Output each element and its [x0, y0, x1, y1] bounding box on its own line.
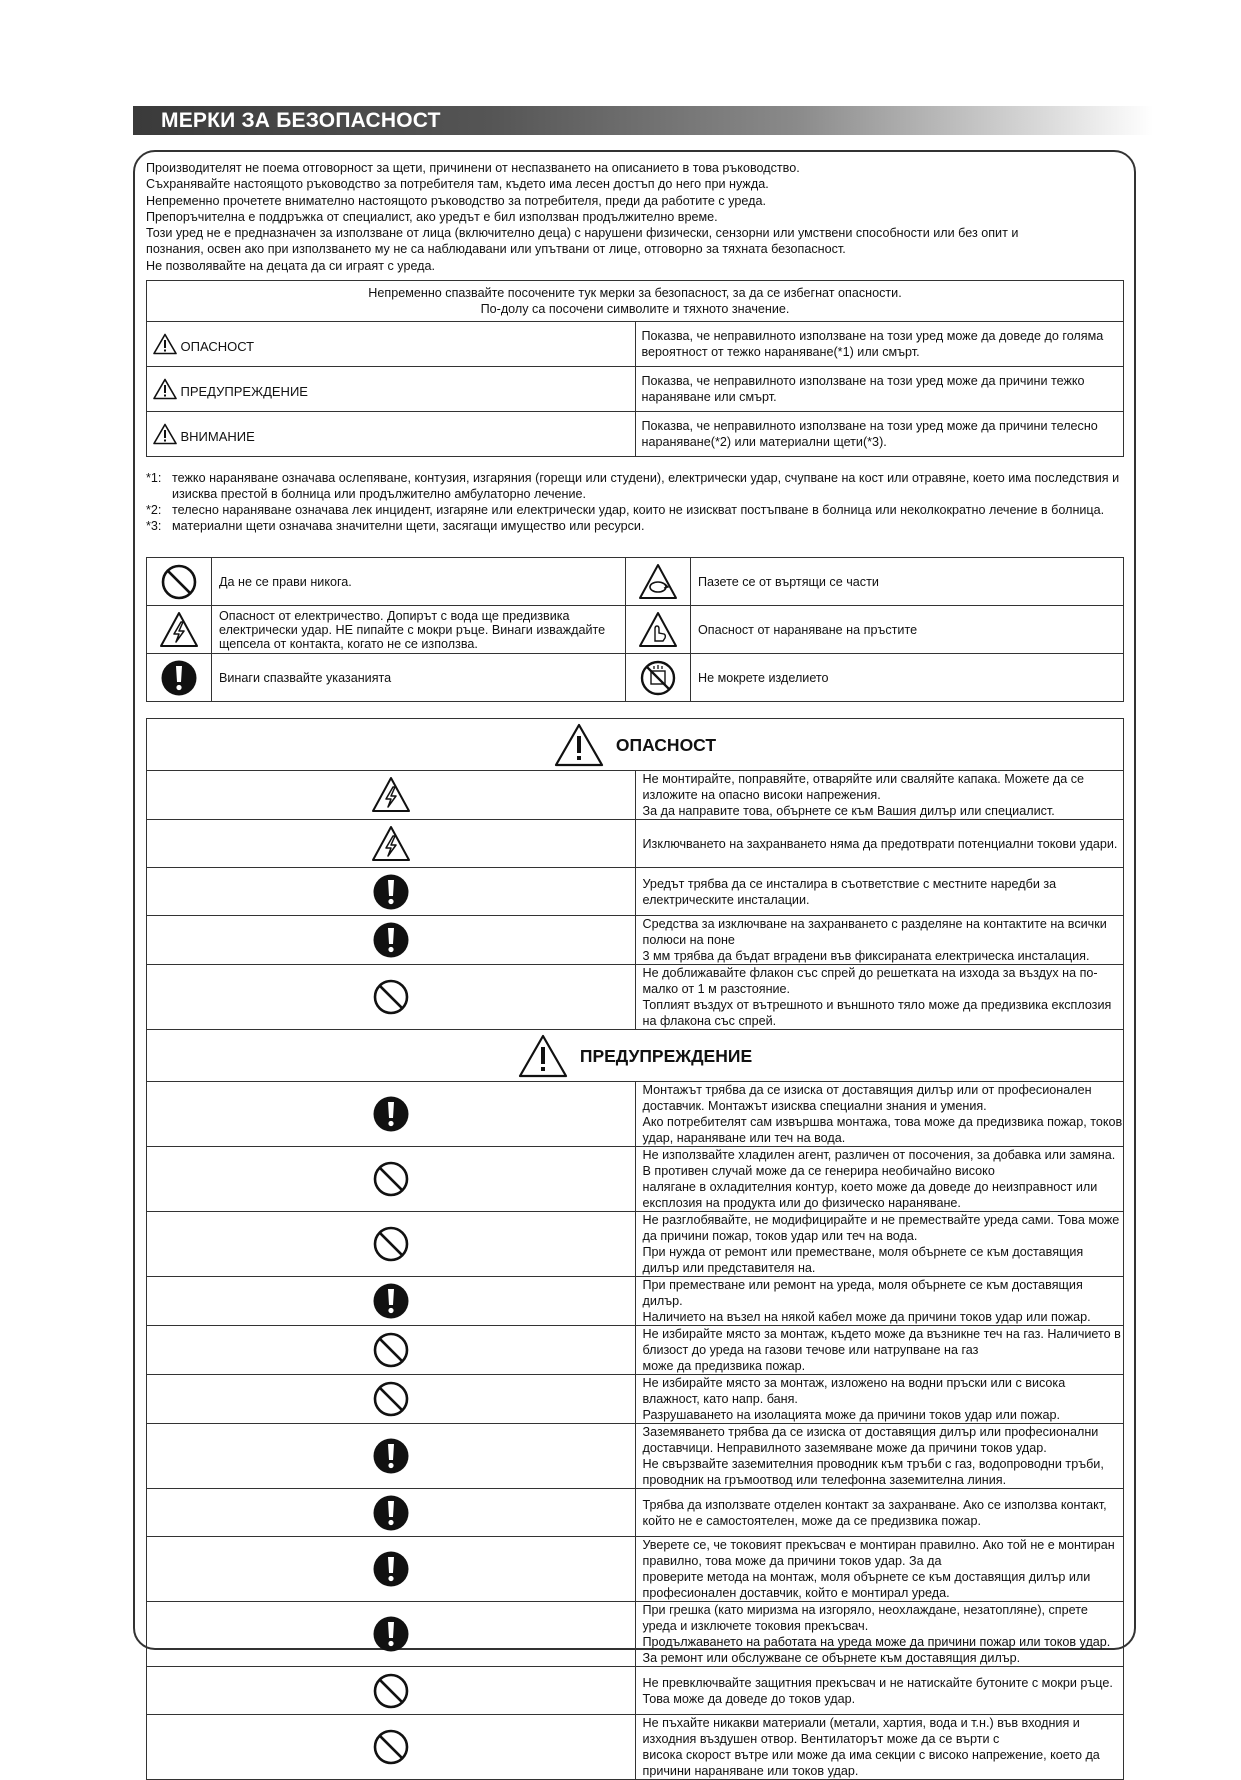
hazard-text-line: налягане в охладителния контур, което може да доведе до неизправност или експлозия на продукта или до физическо нараняване.: [642, 1180, 1098, 1210]
hazard-text-line: Наличието на възел на някой кабел може да причини токов удар или пожар.: [642, 1310, 1091, 1324]
hazard-text-line: Не монтирайте, поправяйте, отваряйте или сваляйте капака. Можете да се изложите на опасно високи напрежения.: [642, 772, 1085, 802]
prohibit-icon: [372, 978, 410, 1016]
intro-line: Този уред не е предназначен за използване от лица (включително деца) с нарушени физически, сензорни или умствени способности или без опит и: [146, 226, 1019, 241]
symbol-icon-cell: [626, 654, 691, 702]
intro-paragraph: [146, 160, 1116, 274]
hazard-row: [147, 1602, 1124, 1667]
hazard-text: [635, 1424, 1124, 1489]
footnote-key: *2:: [146, 503, 162, 517]
legend-label-text: ВНИМАНИЕ: [180, 429, 255, 445]
warning-triangle-icon: [518, 1034, 568, 1078]
symbol-icon-cell: [147, 654, 212, 702]
hazard-text-line: Разрушаването на изолацията може да причини токов удар или пожар.: [642, 1408, 1060, 1422]
hazard-row: [147, 965, 1124, 1030]
mandatory-icon: [160, 659, 198, 697]
footnote: [146, 470, 1121, 502]
hazard-text-line: Изключването на захранването няма да предотврати потенциални токови удари.: [642, 836, 1118, 851]
section-title: ОПАСНОСТ: [615, 734, 717, 755]
hazard-text-line: За да направите това, обърнете се към Вашия дилър или специалист.: [642, 804, 1055, 818]
footnote: [146, 518, 1121, 534]
mandatory-icon: [372, 1615, 410, 1653]
mandatory-icon: [372, 1550, 410, 1588]
hazard-table: [146, 718, 1124, 1780]
prohibit-icon: [160, 563, 198, 601]
hazard-text: [635, 1375, 1124, 1424]
hazard-icon-cell: [147, 965, 636, 1030]
hazard-text-line: Не пъхайте никакви материали (метали, хартия, вода и т.н.) във входния и изходния въздушен отвор. Вентилаторът може да се върти с: [642, 1716, 1080, 1746]
hazard-text: [635, 820, 1124, 868]
mandatory-icon: [372, 921, 410, 959]
hazard-text: [635, 916, 1124, 965]
electric-hazard-icon: [159, 611, 199, 649]
hazard-text-line: Заземяването трябва да се изиска от доставящия дилър или професионални доставчици. Неправилното заземяване може да причини токов удар.: [642, 1425, 1099, 1455]
warning-triangle-icon: [153, 423, 177, 445]
hazard-icon-cell: [147, 1277, 636, 1326]
hazard-text: [635, 1212, 1124, 1277]
hazard-icon-cell: [147, 771, 636, 820]
hazard-text-line: Не избирайте място за монтаж, изложено на водни пръски или с висока влажност, като напр. баня.: [642, 1376, 1066, 1406]
mandatory-icon: [372, 1494, 410, 1532]
hazard-text-line: Продължаването на работата на уреда може да причини пожар или токов удар. За ремонт или обслужване се обърнете към доставящия дилър.: [642, 1635, 1111, 1665]
hazard-row: [147, 868, 1124, 916]
intro-line: Съхранявайте настоящото ръководство за потребителя там, където има лесен достъп до него при нужда.: [146, 177, 769, 192]
hazard-icon-cell: [147, 1424, 636, 1489]
hazard-text-line: Не разглобявайте, не модифицирайте и не премествайте уреда сами. Това може да причини пожар, токов удар или теч на вода.: [642, 1213, 1120, 1243]
hazard-text-line: проверите метода на монтаж, моля обърнете се към доставящия дилър или професионален доставчик, който е монтирал уреда.: [642, 1570, 1091, 1600]
legend-desc: Показва, че неправилното използване на този уред може да причини тежко нараняване или смърт.: [635, 367, 1124, 412]
hazard-text-line: Уредът трябва да се инсталира в съответствие с местните наредби за електрическите инсталации.: [642, 876, 1057, 907]
hazard-text-line: висока скорост вътре или може да има секции с високо напрежение, което да причини нараняване или токов удар.: [642, 1748, 1100, 1778]
legend-label-warning: [147, 367, 636, 412]
hazard-row: [147, 1147, 1124, 1212]
warning-triangle-icon: [153, 378, 177, 400]
hazard-text-line: Уверете се, че токовият прекъсвач е монтиран правилно. Ако той не е монтиран правилно, това може да причини токов удар. За да: [642, 1538, 1115, 1568]
rotating-parts-icon: [638, 563, 678, 601]
warning-triangle-icon: [554, 723, 604, 767]
prohibit-icon: [372, 1160, 410, 1198]
hazard-text: [635, 1489, 1124, 1537]
legend-label-caution: [147, 412, 636, 457]
hazard-text-line: При преместване или ремонт на уреда, моля обърнете се към доставящия дилър.: [642, 1278, 1083, 1308]
mandatory-icon: [372, 1095, 410, 1133]
hazard-text-line: Не избирайте място за монтаж, където може да възникне теч на газ. Наличието в близост до уреда на газови течове или натрупване на газ: [642, 1327, 1121, 1357]
hazard-text-line: Монтажът трябва да се изиска от доставящия дилър или от професионален доставчик. Монтажът изисква специални знания и умения.: [642, 1083, 1092, 1113]
legend-desc: Показва, че неправилното използване на този уред може да доведе до голяма вероятност от тежко нараняване(*1) или смърт.: [635, 322, 1124, 367]
hazard-row: [147, 1082, 1124, 1147]
hazard-text: [635, 868, 1124, 916]
mandatory-icon: [372, 873, 410, 911]
hazard-icon-cell: [147, 1326, 636, 1375]
footnote-text: материални щети означава значителни щети, засягащи имущество или ресурси.: [172, 519, 645, 533]
hazard-text-line: Ако потребителят сам извършва монтажа, това може да предизвика пожар, токов удар, нараняване или теч на вода.: [642, 1115, 1123, 1145]
symbol-legend-table: [146, 280, 1124, 457]
prohibit-icon: [372, 1225, 410, 1263]
hazard-text-line: Топлият въздух от вътрешното и външното тяло може да предизвика експлозия на флакона със спрей.: [642, 998, 1112, 1028]
intro-line: познания, освен ако при използването му не са наблюдавани или упътвани от лице, отговорно за тяхната безопасност.: [146, 242, 846, 257]
hazard-text-line: Не свързвайте заземителния проводник към тръби с газ, водопроводни тръби, проводник на гръмоотвод или телефонна заземителна линия.: [642, 1457, 1104, 1487]
hazard-icon-cell: [147, 820, 636, 868]
hazard-text: [635, 1277, 1124, 1326]
legend-label-danger: [147, 322, 636, 367]
hazard-row: [147, 916, 1124, 965]
hazard-icon-cell: [147, 916, 636, 965]
hazard-text: [635, 1537, 1124, 1602]
footnote-key: *1:: [146, 471, 162, 485]
hazard-text: [635, 1326, 1124, 1375]
hazard-text: [635, 1602, 1124, 1667]
symbol-text: Да не се прави никога.: [212, 558, 626, 606]
hazard-row: [147, 1212, 1124, 1277]
hazard-icon-cell: [147, 1489, 636, 1537]
hazard-text-line: Не превключвайте защитния прекъсвач и не натискайте бутоните с мокри ръце. Това може да доведе до токов удар.: [642, 1675, 1113, 1706]
hazard-row: [147, 1489, 1124, 1537]
prohibit-icon: [372, 1672, 410, 1710]
hazard-row: [147, 1375, 1124, 1424]
mandatory-icon: [372, 1282, 410, 1320]
mandatory-icon: [372, 1437, 410, 1475]
footnote-key: *3:: [146, 519, 162, 533]
hazard-text-line: При грешка (като миризма на изгоряло, неохлаждане, незатопляне), спрете уреда и изключете токовия прекъсвач.: [642, 1603, 1088, 1633]
hazard-row: [147, 820, 1124, 868]
footnote-text: телесно нараняване означава лек инцидент, изгаряне или електрически удар, които не изискват постъпване в болница или неколкократно лечение в болница.: [172, 503, 1105, 517]
footnotes: [146, 470, 1121, 534]
symbol-text: Опасност от нараняване на пръстите: [691, 606, 1124, 654]
legend-label-text: ОПАСНОСТ: [180, 339, 255, 355]
intro-line: Не позволявайте на децата да си играят с уреда.: [146, 258, 436, 273]
electric-hazard-icon: [371, 825, 411, 863]
prohibit-icon: [372, 1380, 410, 1418]
hazard-text-line: Трябва да използвате отделен контакт за захранване. Ако се използва контакт, който не е самостоятелен, може да се предизвика пожар.: [642, 1497, 1107, 1528]
hazard-icon-cell: [147, 1715, 636, 1780]
hazard-icon-cell: [147, 1212, 636, 1277]
hazard-text: [635, 771, 1124, 820]
hazard-row: [147, 1667, 1124, 1715]
hazard-row: [147, 1715, 1124, 1780]
prohibit-icon: [372, 1331, 410, 1369]
hazard-text: [635, 1082, 1124, 1147]
page-title: МЕРКИ ЗА БЕЗОПАСНОСТ: [161, 109, 441, 132]
symbol-text: Не мокрете изделието: [691, 654, 1124, 702]
section-title-cell: [147, 719, 1124, 771]
symbol-text: Опасност от електричество. Допирът с вода ще предизвика електрически удар. НЕ пипайте с мокри ръце. Винаги изваждайте щепсела от контакта, когато не се използва.: [212, 606, 626, 654]
hazard-row: [147, 771, 1124, 820]
symbol-text: Пазете се от въртящи се части: [691, 558, 1124, 606]
danger-section-header: [147, 719, 1124, 771]
intro-line: Препоръчителна е поддръжка от специалист, ако уредът е бил използван продължително време.: [146, 209, 718, 224]
symbol-meaning-table: [146, 557, 1124, 702]
hazard-icon-cell: [147, 1375, 636, 1424]
symbol-icon-cell: [626, 558, 691, 606]
hazard-text: [635, 1667, 1124, 1715]
footnote: [146, 502, 1121, 518]
section-title: ПРЕДУПРЕЖДЕНИЕ: [579, 1045, 753, 1066]
prohibit-icon: [372, 1728, 410, 1766]
hazard-row: [147, 1326, 1124, 1375]
hazard-text-line: При нужда от ремонт или преместване, моля обърнете се към доставящия дилър или представителя на.: [642, 1245, 1084, 1275]
symbol-icon-cell: [147, 606, 212, 654]
warning-section-header: [147, 1030, 1124, 1082]
electric-hazard-icon: [371, 776, 411, 814]
hazard-icon-cell: [147, 1667, 636, 1715]
hazard-row: [147, 1424, 1124, 1489]
hazard-row: [147, 1537, 1124, 1602]
warning-triangle-icon: [153, 333, 177, 355]
finger-hazard-icon: [638, 611, 678, 649]
legend-desc: Показва, че неправилното използване на този уред може да причини телесно нараняване(*2) или материални щети(*3).: [635, 412, 1124, 457]
symbol-text: Винаги спазвайте указанията: [212, 654, 626, 702]
section-header: [133, 106, 1153, 135]
legend-header-line: По-долу са посочени символите и тяхното значение.: [480, 302, 790, 316]
legend-header: [147, 281, 1124, 322]
hazard-text-line: 3 мм трябва да бъдат вградени във фиксираната електрическа инсталация.: [642, 949, 1090, 963]
hazard-icon-cell: [147, 1082, 636, 1147]
hazard-text: [635, 965, 1124, 1030]
symbol-icon-cell: [626, 606, 691, 654]
intro-line: Производителят не поема отговорност за щети, причинени от неспазването на описанието в това ръководство.: [146, 161, 800, 175]
footnote-text: тежко нараняване означава ослепяване, контузия, изгаряния (горещи или студени), електрически удар, счупване на кост или отравяне, което има последствия и изисква престой в болница или продължително амбулаторно лечение.: [172, 471, 1120, 501]
legend-label-text: ПРЕДУПРЕЖДЕНИЕ: [180, 384, 308, 400]
hazard-text-line: Не използвайте хладилен агент, различен от посочения, за добавка или замяна. В противен случай може да се генерира необичайно високо: [642, 1148, 1116, 1178]
hazard-icon-cell: [147, 868, 636, 916]
hazard-text-line: Средства за изключване на захранването с разделяне на контактите на всички полюси на поне: [642, 917, 1107, 947]
hazard-text: [635, 1147, 1124, 1212]
hazard-icon-cell: [147, 1602, 636, 1667]
intro-line: Непременно прочетете внимателно настоящото ръководство за потребителя, преди да работите с уреда.: [146, 193, 766, 208]
legend-header-line: Непременно спазвайте посочените тук мерки за безопасност, за да се избегнат опасности.: [368, 286, 902, 300]
section-title-cell: [147, 1030, 1124, 1082]
hazard-icon-cell: [147, 1147, 636, 1212]
hazard-text-line: може да предизвика пожар.: [642, 1359, 806, 1373]
hazard-icon-cell: [147, 1537, 636, 1602]
hazard-text-line: Не доближавайте флакон със спрей до решетката на изхода за въздух на по-малко от 1 м разстояние.: [642, 966, 1098, 996]
hazard-row: [147, 1277, 1124, 1326]
no-wet-icon: [639, 659, 677, 697]
symbol-icon-cell: [147, 558, 212, 606]
hazard-text: [635, 1715, 1124, 1780]
